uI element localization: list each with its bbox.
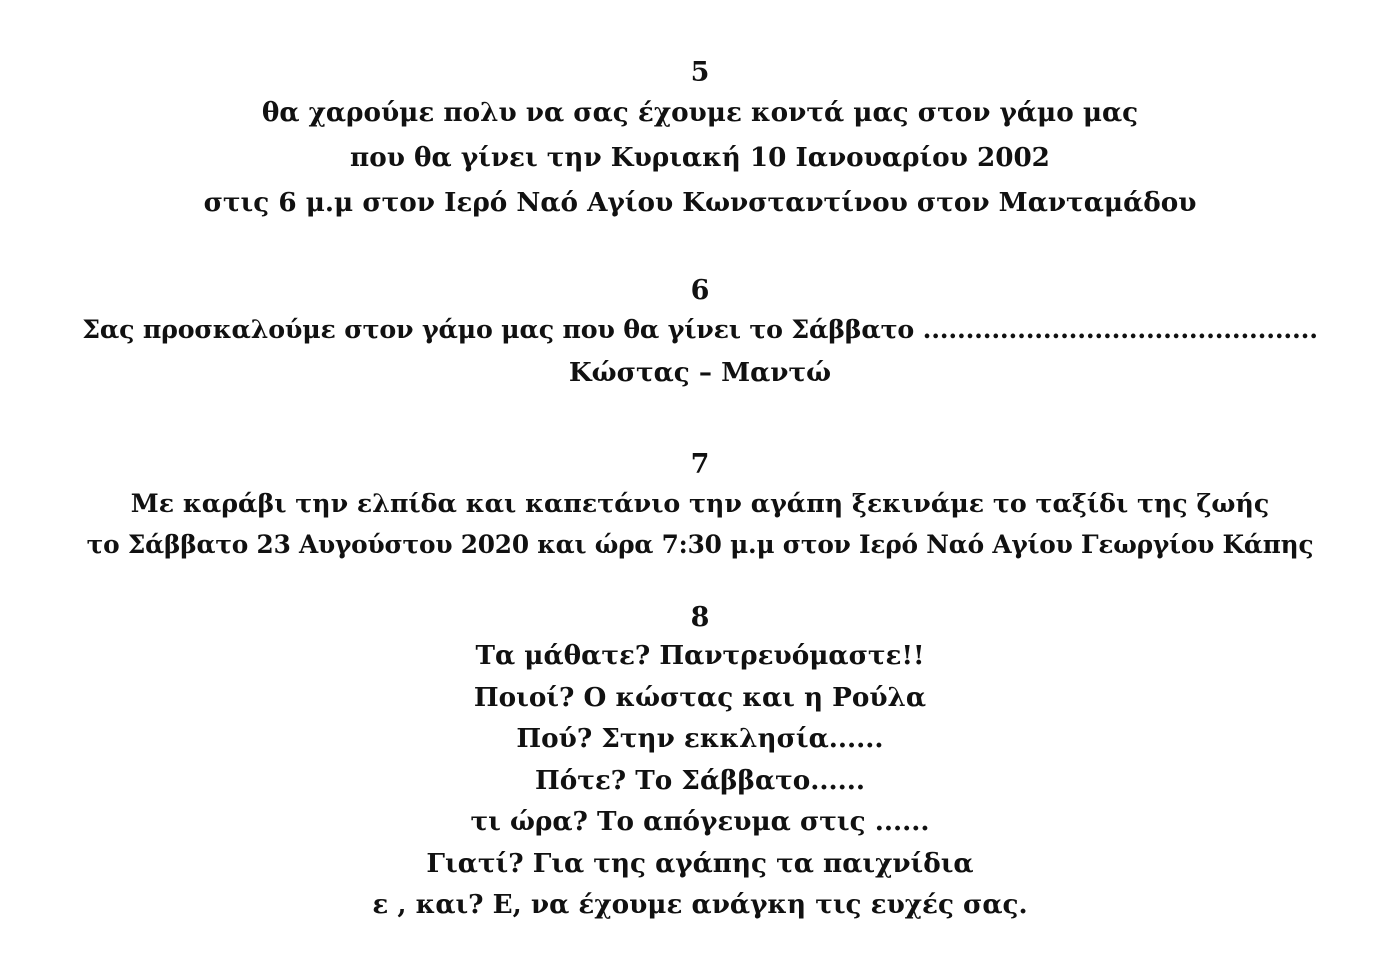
invitation-line: θα χαρούμε πολυ να σας έχουμε κοντά μας στον γάμο μας [261,97,1139,128]
invitation-number: 6 [690,275,710,306]
invitation-line: που θα γίνει την Κυριακή 10 Ιανουαρίου 2002 [350,142,1050,173]
invitation-line: Ποιοί? Ο κώστας και η Ρούλα [473,681,927,713]
invitation-block-5 [0,56,1400,225]
invitation-number: 8 [690,602,710,633]
invitation-line: το Σάββατο 23 Αυγούστου 2020 και ώρα 7:30 μ.μ στον Ιερό Ναό Αγίου Γεωργίου Κάπης [86,530,1314,559]
invitation-block-7 [0,448,1400,566]
invitation-line: τι ώρα? Το απόγευμα στις ...... [470,806,930,837]
invitation-number: 7 [690,449,710,480]
invitation-line: Τα μάθατε? Παντρευόμαστε!! [475,640,925,671]
invitation-number: 5 [690,57,710,88]
invitation-block-6 [0,274,1400,394]
invitation-line: Πότε? Το Σάββατο...... [534,764,866,796]
invitation-line: Πού? Στην εκκλησία...... [516,723,884,754]
invitation-line: στις 6 μ.μ στον Ιερό Ναό Αγίου Κωνσταντίνου στον Μανταμάδου [203,187,1197,218]
invitation-line: Κώστας – Μαντώ [568,357,832,388]
invitation-line: Με καράβι την ελπίδα και καπετάνιο την αγάπη ξεκινάμε το ταξίδι της ζωής [130,488,1270,518]
invitation-line: Γιατί? Για της αγάπης τα παιχνίδια [426,847,974,879]
invitation-line: Σας προσκαλούμε στον γάμο μας που θα γίνει το Σάββατο .............................................. [82,314,1318,344]
invitation-line: ε , και? Ε, να έχουμε ανάγκη τις ευχές σας. [372,889,1028,920]
invitation-block-8 [0,601,1400,926]
